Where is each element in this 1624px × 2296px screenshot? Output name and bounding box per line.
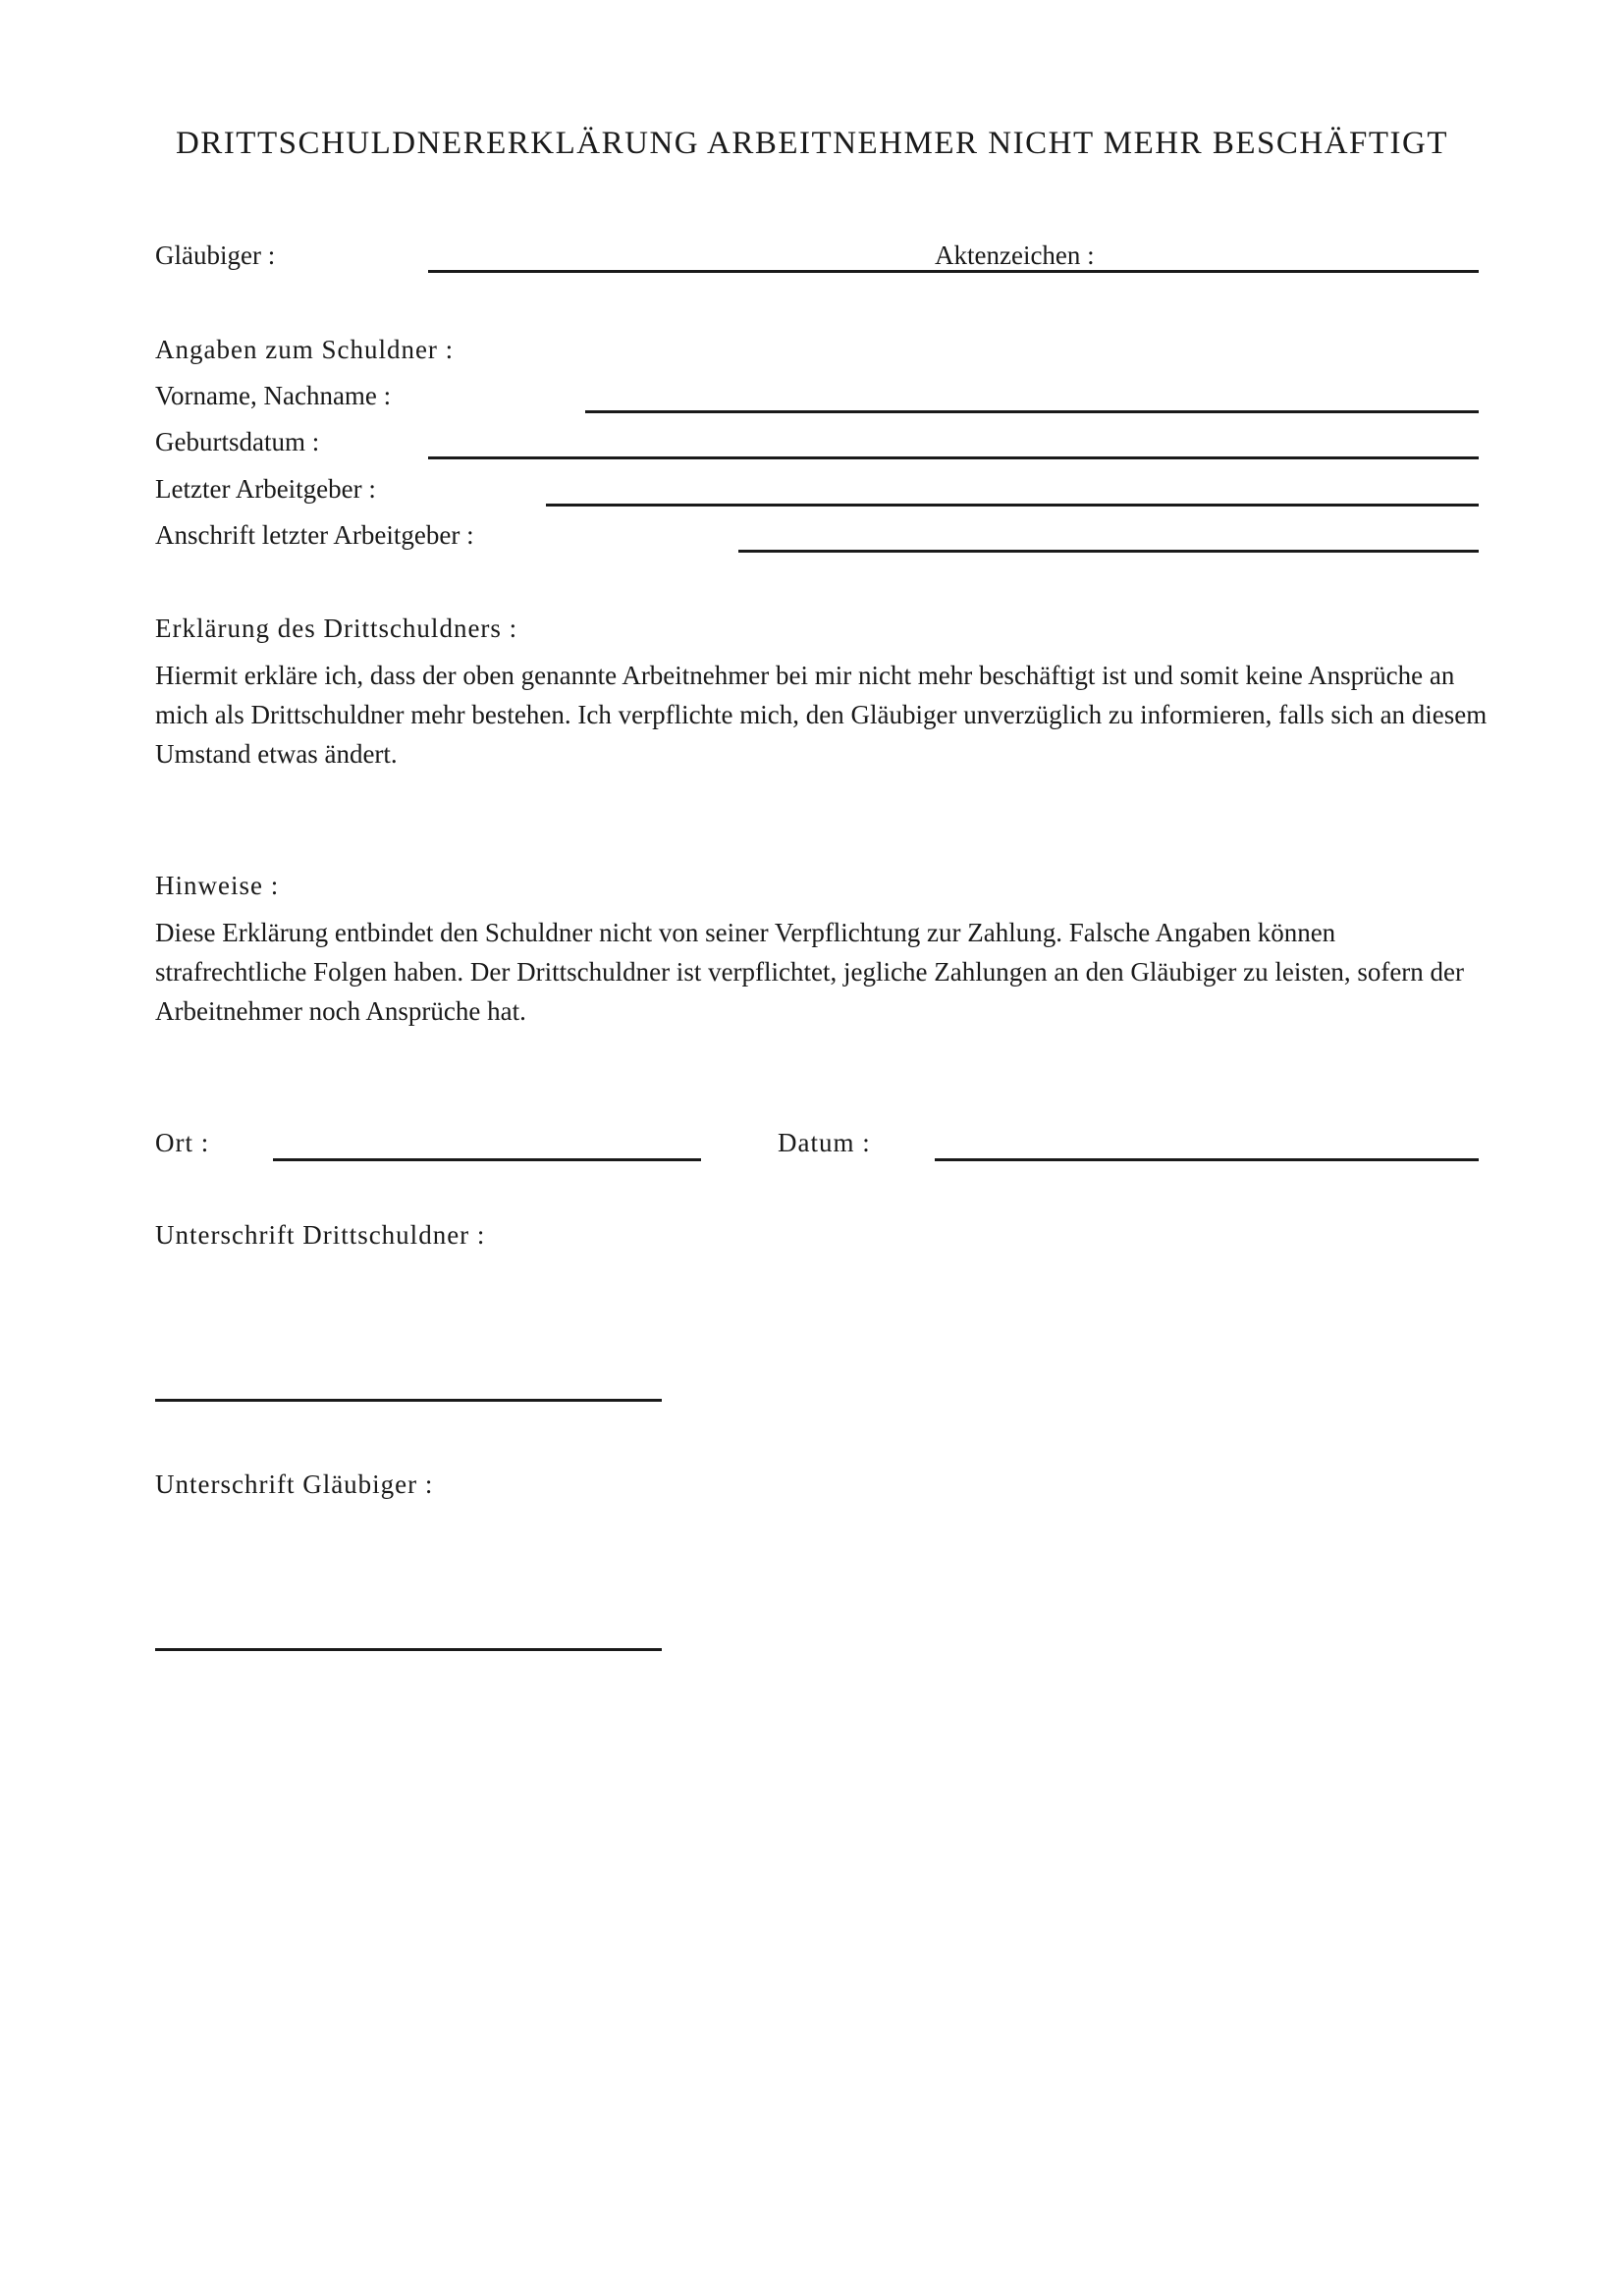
unterschrift-drittschuldner-line[interactable] bbox=[155, 1399, 662, 1402]
hinweise-text: Diese Erklärung entbindet den Schuldner nicht von seiner Verpflichtung zur Zahlung. Falsche Angaben können strafrechtliche Folgen haben. Der Drittschuldner ist verpflichtet, jegliche Zahlungen an den Gläubiger zu leisten, sofern der Arbeitnehmer noch Ansprüche hat. bbox=[155, 918, 1465, 1026]
datum-label: Datum : bbox=[778, 1128, 871, 1157]
geburtsdatum-input-line[interactable] bbox=[428, 456, 1479, 459]
unterschrift-drittschuldner-label: Unterschrift Drittschuldner : bbox=[155, 1220, 486, 1250]
unterschrift-glaeubiger-line[interactable] bbox=[155, 1648, 662, 1651]
anschrift-arbeitgeber-input-line[interactable] bbox=[738, 550, 1479, 553]
glaeubiger-label: Gläubiger : bbox=[155, 240, 276, 270]
aktenzeichen-label: Aktenzeichen : bbox=[935, 240, 1095, 270]
schuldner-section-label: Angaben zum Schuldner : bbox=[155, 335, 455, 364]
datum-input-line[interactable] bbox=[935, 1158, 1479, 1161]
vorname-nachname-label: Vorname, Nachname : bbox=[155, 381, 392, 410]
hinweise-heading: Hinweise : bbox=[155, 871, 280, 900]
erklaerung-text: Hiermit erkläre ich, dass der oben genannte Arbeitnehmer bei mir nicht mehr beschäftigt ist und somit keine Ansprüche an mich als Drittschuldner mehr bestehen. Ich verpflichte mich, den Gläubiger unverzüglich zu informieren, falls sich an diesem Umstand etwas ändert. bbox=[155, 661, 1488, 769]
letzter-arbeitgeber-label: Letzter Arbeitgeber : bbox=[155, 474, 376, 504]
geburtsdatum-label: Geburtsdatum : bbox=[155, 427, 320, 456]
unterschrift-glaeubiger-label: Unterschrift Gläubiger : bbox=[155, 1469, 434, 1499]
document-title: DRITTSCHULDNERERKLÄRUNG ARBEITNEHMER NICHT MEHR BESCHÄFTIGT bbox=[175, 126, 1449, 161]
anschrift-arbeitgeber-label: Anschrift letzter Arbeitgeber : bbox=[155, 520, 474, 550]
erklaerung-heading: Erklärung des Drittschuldners : bbox=[155, 614, 518, 643]
letzter-arbeitgeber-input-line[interactable] bbox=[546, 504, 1479, 507]
ort-label: Ort : bbox=[155, 1128, 210, 1157]
vorname-nachname-input-line[interactable] bbox=[585, 410, 1479, 413]
ort-input-line[interactable] bbox=[273, 1158, 701, 1161]
